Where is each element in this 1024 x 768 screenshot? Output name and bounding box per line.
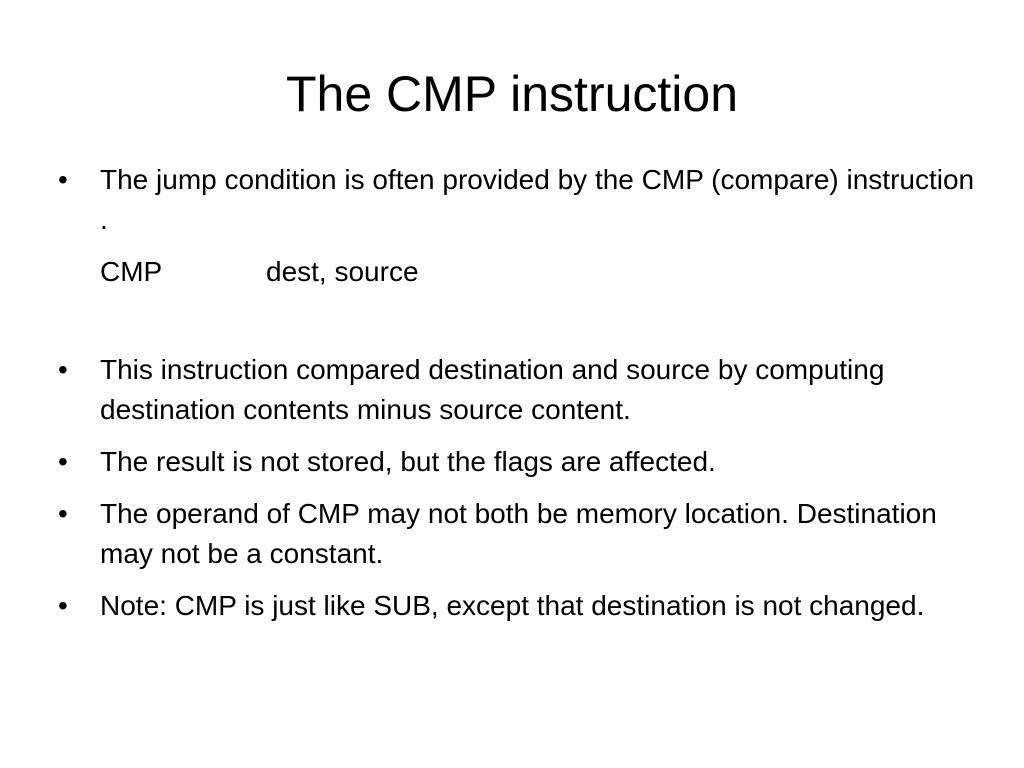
slide-body (58, 160, 978, 638)
bullet-icon: • (58, 164, 68, 195)
bullet-item-operands (58, 494, 978, 574)
spacer (58, 292, 978, 350)
bullet-icon: • (58, 354, 68, 385)
cmp-syntax-line (58, 252, 978, 292)
bullet-item-jump-condition (58, 160, 978, 240)
bullet-icon: • (58, 590, 68, 621)
slide-title: The CMP instruction (285, 66, 739, 122)
syntax-mnemonic: CMP (100, 256, 163, 287)
bullet-item-note (58, 586, 978, 626)
bullet-text: Note: CMP is just like SUB, except that destination is not changed. (100, 590, 925, 621)
bullet-item-result (58, 442, 978, 482)
bullet-text: The result is not stored, but the flags are affected. (100, 446, 716, 477)
bullet-text: The operand of CMP may not both be memory location. Destination may not be a constant. (100, 498, 937, 569)
bullet-text: The jump condition is often provided by the CMP (compare) instruction . (100, 164, 975, 235)
bullet-icon: • (58, 498, 68, 529)
syntax-operands: dest, source (266, 256, 419, 287)
bullet-icon: • (58, 446, 68, 477)
bullet-item-computation (58, 350, 978, 430)
bullet-text: This instruction compared destination and source by computing destination contents minus source content. (100, 354, 885, 425)
